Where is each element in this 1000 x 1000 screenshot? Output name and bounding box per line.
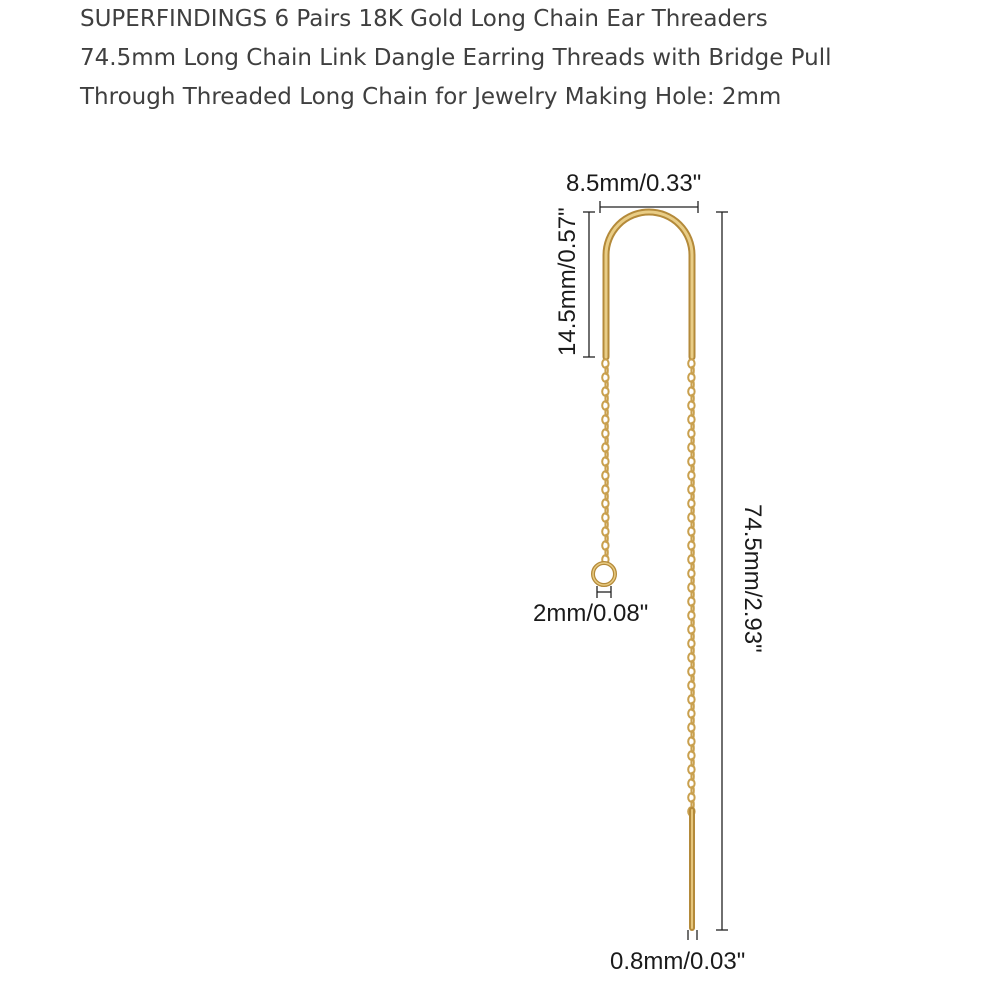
title-line-2: 74.5mm Long Chain Link Dangle Earring Threads with Bridge Pull [80, 45, 832, 71]
short-chain [602, 359, 608, 563]
long-chain [688, 359, 694, 815]
hole-label: 2mm/0.08" [533, 600, 649, 627]
title-line-1: SUPERFINDINGS 6 Pairs 18K Gold Long Chain Ear Threaders [80, 6, 768, 32]
pin-label: 0.8mm/0.03" [610, 948, 746, 975]
total-length-label: 74.5mm/2.93" [739, 504, 766, 653]
width-label: 8.5mm/0.33" [566, 170, 702, 197]
bridge-height-label: 14.5mm/0.57" [554, 207, 581, 356]
earring-bridge [606, 212, 692, 357]
title-line-3: Through Threaded Long Chain for Jewelry Making Hole: 2mm [80, 84, 782, 110]
jump-ring [593, 563, 615, 585]
